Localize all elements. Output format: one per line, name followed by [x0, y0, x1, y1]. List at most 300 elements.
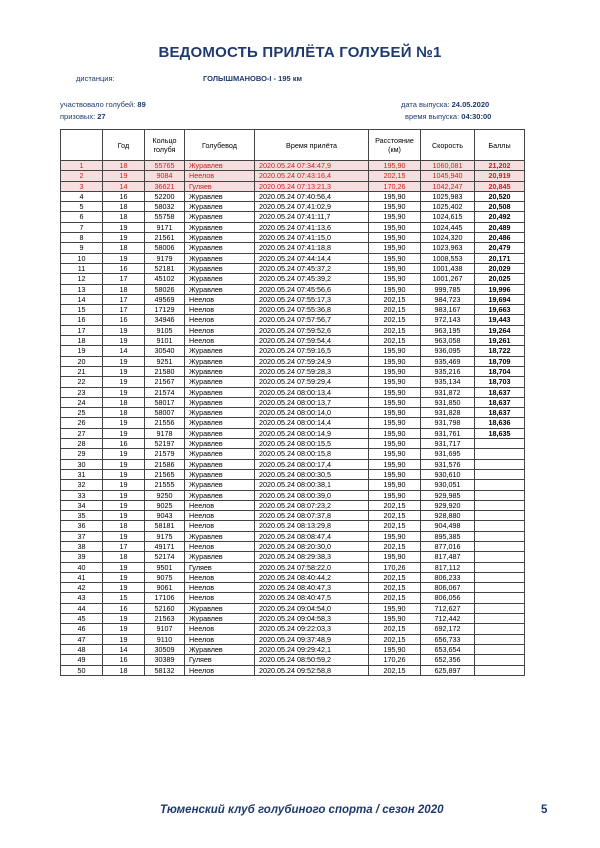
- cell-speed: 1025,983: [421, 191, 475, 201]
- table-row: [61, 624, 525, 634]
- cell-year: 17: [103, 274, 145, 284]
- cell-year: 17: [103, 541, 145, 551]
- cell-year: 17: [103, 305, 145, 315]
- table-row: [61, 614, 525, 624]
- cell-ring: 9110: [145, 634, 185, 644]
- table-row: [61, 665, 525, 675]
- cell-speed: 963,195: [421, 325, 475, 335]
- cell-year: 18: [103, 202, 145, 212]
- table-row: [61, 428, 525, 438]
- cell-ring: 17129: [145, 305, 185, 315]
- cell-arrival: 2020.05.24 07:41:13,6: [255, 222, 369, 232]
- cell-arrival: 2020.05.24 07:55:36,8: [255, 305, 369, 315]
- cell-place: 50: [61, 665, 103, 675]
- cell-arrival: 2020.05.24 07:44:14,4: [255, 253, 369, 263]
- participated-info: [60, 100, 146, 109]
- cell-speed: 625,897: [421, 665, 475, 675]
- table-row: [61, 593, 525, 603]
- col-speed: Скорость: [421, 130, 475, 161]
- cell-distance: 202,15: [369, 572, 421, 582]
- cell-arrival: 2020.05.24 08:00:14,4: [255, 418, 369, 428]
- cell-arrival: 2020.05.24 08:07:37,8: [255, 511, 369, 521]
- cell-points: 18,635: [475, 428, 525, 438]
- cell-breeder: Журавлев: [185, 377, 255, 387]
- cell-ring: 58017: [145, 397, 185, 407]
- table-row: [61, 274, 525, 284]
- table-row: [61, 459, 525, 469]
- cell-breeder: Журавлев: [185, 603, 255, 613]
- cell-speed: 1024,445: [421, 222, 475, 232]
- cell-arrival: 2020.05.24 07:58:22,0: [255, 562, 369, 572]
- cell-distance: 195,90: [369, 552, 421, 562]
- cell-distance: 195,90: [369, 253, 421, 263]
- cell-speed: 931,761: [421, 428, 475, 438]
- table-row: [61, 644, 525, 654]
- cell-distance: 202,15: [369, 500, 421, 510]
- col-ring: Кольцо голубя: [145, 130, 185, 161]
- cell-distance: 195,90: [369, 274, 421, 284]
- cell-place: 43: [61, 593, 103, 603]
- participated-value: 89: [137, 100, 146, 109]
- cell-distance: 202,15: [369, 325, 421, 335]
- cell-arrival: 2020.05.24 08:00:38,1: [255, 480, 369, 490]
- cell-place: 5: [61, 202, 103, 212]
- cell-breeder: Журавлев: [185, 263, 255, 273]
- cell-speed: 931,798: [421, 418, 475, 428]
- cell-ring: 21556: [145, 418, 185, 428]
- cell-year: 18: [103, 397, 145, 407]
- col-place: [61, 130, 103, 161]
- cell-arrival: 2020.05.24 07:59:24,9: [255, 356, 369, 366]
- cell-year: 19: [103, 562, 145, 572]
- cell-place: 19: [61, 346, 103, 356]
- cell-distance: 195,90: [369, 263, 421, 273]
- table-row: [61, 439, 525, 449]
- table-header-row: [61, 130, 525, 161]
- cell-points: [475, 480, 525, 490]
- table-row: [61, 202, 525, 212]
- cell-place: 11: [61, 263, 103, 273]
- cell-distance: 170,26: [369, 655, 421, 665]
- cell-speed: 904,498: [421, 521, 475, 531]
- cell-points: 19,663: [475, 305, 525, 315]
- prize-value: 27: [97, 112, 106, 121]
- cell-ring: 52200: [145, 191, 185, 201]
- cell-points: 20,520: [475, 191, 525, 201]
- cell-breeder: Неелов: [185, 624, 255, 634]
- cell-speed: 817,487: [421, 552, 475, 562]
- cell-speed: 936,095: [421, 346, 475, 356]
- cell-distance: 195,90: [369, 212, 421, 222]
- cell-speed: 712,627: [421, 603, 475, 613]
- cell-arrival: 2020.05.24 09:52:58,8: [255, 665, 369, 675]
- cell-distance: 195,90: [369, 387, 421, 397]
- cell-points: 18,709: [475, 356, 525, 366]
- cell-breeder: Неелов: [185, 315, 255, 325]
- cell-points: [475, 614, 525, 624]
- cell-year: 14: [103, 181, 145, 191]
- cell-breeder: Неелов: [185, 583, 255, 593]
- cell-year: 14: [103, 644, 145, 654]
- cell-points: [475, 531, 525, 541]
- cell-points: 19,443: [475, 315, 525, 325]
- cell-arrival: 2020.05.24 08:00:39,0: [255, 490, 369, 500]
- prize-label: призовых:: [60, 112, 96, 121]
- cell-speed: 1024,615: [421, 212, 475, 222]
- cell-ring: 9179: [145, 253, 185, 263]
- cell-arrival: 2020.05.24 09:29:42,1: [255, 644, 369, 654]
- cell-points: 20,845: [475, 181, 525, 191]
- cell-breeder: Журавлев: [185, 439, 255, 449]
- cell-breeder: Неелов: [185, 336, 255, 346]
- cell-arrival: 2020.05.24 07:57:56,7: [255, 315, 369, 325]
- cell-place: 20: [61, 356, 103, 366]
- cell-arrival: 2020.05.24 07:43:16,4: [255, 171, 369, 181]
- cell-ring: 45102: [145, 274, 185, 284]
- cell-ring: 9105: [145, 325, 185, 335]
- cell-breeder: Журавлев: [185, 480, 255, 490]
- cell-points: 18,637: [475, 408, 525, 418]
- cell-year: 19: [103, 171, 145, 181]
- results-table: [60, 129, 525, 676]
- cell-speed: 1060,081: [421, 161, 475, 171]
- cell-arrival: 2020.05.24 08:50:59,2: [255, 655, 369, 665]
- cell-breeder: Неелов: [185, 171, 255, 181]
- cell-arrival: 2020.05.24 07:41:11,7: [255, 212, 369, 222]
- cell-arrival: 2020.05.24 08:40:47,3: [255, 583, 369, 593]
- cell-place: 3: [61, 181, 103, 191]
- cell-year: 17: [103, 294, 145, 304]
- cell-place: 47: [61, 634, 103, 644]
- cell-year: 19: [103, 233, 145, 243]
- cell-points: [475, 459, 525, 469]
- cell-ring: 58132: [145, 665, 185, 675]
- cell-place: 46: [61, 624, 103, 634]
- cell-speed: 963,058: [421, 336, 475, 346]
- cell-distance: 195,90: [369, 490, 421, 500]
- cell-speed: 930,051: [421, 480, 475, 490]
- cell-arrival: 2020.05.24 08:00:17,4: [255, 459, 369, 469]
- cell-ring: 21574: [145, 387, 185, 397]
- cell-arrival: 2020.05.24 07:55:17,3: [255, 294, 369, 304]
- cell-place: 17: [61, 325, 103, 335]
- cell-ring: 21586: [145, 459, 185, 469]
- table-row: [61, 500, 525, 510]
- cell-points: [475, 655, 525, 665]
- cell-ring: 21561: [145, 233, 185, 243]
- cell-speed: 1045,940: [421, 171, 475, 181]
- cell-place: 21: [61, 366, 103, 376]
- cell-points: 19,264: [475, 325, 525, 335]
- cell-speed: 931,828: [421, 408, 475, 418]
- cell-distance: 202,15: [369, 583, 421, 593]
- cell-place: 42: [61, 583, 103, 593]
- cell-year: 19: [103, 469, 145, 479]
- cell-distance: 195,90: [369, 449, 421, 459]
- cell-place: 8: [61, 233, 103, 243]
- cell-breeder: Журавлев: [185, 191, 255, 201]
- cell-distance: 195,90: [369, 356, 421, 366]
- cell-ring: 58032: [145, 202, 185, 212]
- cell-year: 16: [103, 315, 145, 325]
- cell-distance: 195,90: [369, 243, 421, 253]
- cell-points: [475, 562, 525, 572]
- cell-breeder: Журавлев: [185, 284, 255, 294]
- cell-arrival: 2020.05.24 08:00:14,0: [255, 408, 369, 418]
- cell-ring: 30540: [145, 346, 185, 356]
- cell-place: 1: [61, 161, 103, 171]
- cell-year: 16: [103, 263, 145, 273]
- cell-place: 14: [61, 294, 103, 304]
- cell-place: 2: [61, 171, 103, 181]
- cell-points: [475, 634, 525, 644]
- cell-speed: 1023,963: [421, 243, 475, 253]
- cell-ring: 34946: [145, 315, 185, 325]
- footer-text: Тюменский клуб голубиного спорта / сезон 2020: [160, 804, 444, 816]
- table-row: [61, 480, 525, 490]
- cell-year: 19: [103, 356, 145, 366]
- table-row: [61, 387, 525, 397]
- table-row: [61, 243, 525, 253]
- cell-points: 21,202: [475, 161, 525, 171]
- cell-ring: 9175: [145, 531, 185, 541]
- cell-arrival: 2020.05.24 08:08:47,4: [255, 531, 369, 541]
- cell-ring: 9101: [145, 336, 185, 346]
- cell-year: 18: [103, 408, 145, 418]
- cell-year: 19: [103, 325, 145, 335]
- cell-year: 19: [103, 614, 145, 624]
- cell-arrival: 2020.05.24 07:59:52,6: [255, 325, 369, 335]
- cell-arrival: 2020.05.24 07:59:28,3: [255, 366, 369, 376]
- cell-breeder: Неелов: [185, 593, 255, 603]
- cell-breeder: Неелов: [185, 325, 255, 335]
- cell-place: 48: [61, 644, 103, 654]
- cell-ring: 9043: [145, 511, 185, 521]
- cell-arrival: 2020.05.24 08:07:23,2: [255, 500, 369, 510]
- cell-ring: 58007: [145, 408, 185, 418]
- table-row: [61, 212, 525, 222]
- table-row: [61, 377, 525, 387]
- cell-breeder: Журавлев: [185, 387, 255, 397]
- cell-distance: 195,90: [369, 222, 421, 232]
- cell-place: 24: [61, 397, 103, 407]
- cell-breeder: Журавлев: [185, 356, 255, 366]
- table-row: [61, 634, 525, 644]
- cell-year: 19: [103, 377, 145, 387]
- cell-place: 37: [61, 531, 103, 541]
- cell-speed: 653,654: [421, 644, 475, 654]
- cell-arrival: 2020.05.24 08:20:30,0: [255, 541, 369, 551]
- col-arrival: Время прилёта: [255, 130, 369, 161]
- cell-ring: 58026: [145, 284, 185, 294]
- cell-distance: 195,90: [369, 418, 421, 428]
- page-title: ВЕДОМОСТЬ ПРИЛЁТА ГОЛУБЕЙ №1: [158, 44, 442, 61]
- cell-year: 19: [103, 459, 145, 469]
- cell-distance: 202,15: [369, 315, 421, 325]
- table-row: [61, 552, 525, 562]
- cell-breeder: Неелов: [185, 305, 255, 315]
- table-row: [61, 366, 525, 376]
- cell-arrival: 2020.05.24 07:41:15,0: [255, 233, 369, 243]
- cell-arrival: 2020.05.24 09:37:48,9: [255, 634, 369, 644]
- cell-breeder: Журавлев: [185, 531, 255, 541]
- cell-arrival: 2020.05.24 08:00:13,7: [255, 397, 369, 407]
- table-row: [61, 469, 525, 479]
- cell-distance: 202,15: [369, 305, 421, 315]
- cell-year: 19: [103, 490, 145, 500]
- cell-breeder: Журавлев: [185, 418, 255, 428]
- cell-breeder: Гуляев: [185, 655, 255, 665]
- cell-year: 19: [103, 624, 145, 634]
- cell-breeder: Неелов: [185, 500, 255, 510]
- table-row: [61, 305, 525, 315]
- cell-ring: 52197: [145, 439, 185, 449]
- cell-speed: 877,016: [421, 541, 475, 551]
- cell-points: [475, 583, 525, 593]
- cell-speed: 935,216: [421, 366, 475, 376]
- cell-arrival: 2020.05.24 07:13:21,3: [255, 181, 369, 191]
- table-row: [61, 284, 525, 294]
- cell-breeder: Неелов: [185, 521, 255, 531]
- cell-points: 18,637: [475, 397, 525, 407]
- cell-points: [475, 624, 525, 634]
- table-row: [61, 408, 525, 418]
- cell-distance: 195,90: [369, 366, 421, 376]
- table-row: [61, 655, 525, 665]
- cell-points: [475, 521, 525, 531]
- cell-speed: 999,785: [421, 284, 475, 294]
- cell-ring: 52174: [145, 552, 185, 562]
- cell-points: 20,479: [475, 243, 525, 253]
- release-time-value: 04:30:00: [461, 112, 492, 121]
- cell-breeder: Неелов: [185, 572, 255, 582]
- cell-ring: 52160: [145, 603, 185, 613]
- cell-arrival: 2020.05.24 09:22:03,3: [255, 624, 369, 634]
- distance-label: дистанция:: [76, 74, 115, 83]
- cell-place: 40: [61, 562, 103, 572]
- cell-ring: 30509: [145, 644, 185, 654]
- cell-place: 26: [61, 418, 103, 428]
- cell-points: 18,637: [475, 387, 525, 397]
- cell-distance: 195,90: [369, 284, 421, 294]
- prize-info: [60, 112, 106, 121]
- cell-place: 4: [61, 191, 103, 201]
- table-row: [61, 531, 525, 541]
- cell-speed: 931,576: [421, 459, 475, 469]
- cell-place: 10: [61, 253, 103, 263]
- cell-speed: 931,695: [421, 449, 475, 459]
- cell-year: 19: [103, 572, 145, 582]
- cell-ring: 21565: [145, 469, 185, 479]
- cell-points: 20,171: [475, 253, 525, 263]
- cell-points: 20,492: [475, 212, 525, 222]
- cell-distance: 202,15: [369, 294, 421, 304]
- cell-ring: 9501: [145, 562, 185, 572]
- cell-place: 23: [61, 387, 103, 397]
- cell-speed: 817,112: [421, 562, 475, 572]
- cell-arrival: 2020.05.24 08:13:29,8: [255, 521, 369, 531]
- cell-place: 7: [61, 222, 103, 232]
- table-row: [61, 541, 525, 551]
- cell-place: 6: [61, 212, 103, 222]
- cell-year: 16: [103, 603, 145, 613]
- cell-year: 18: [103, 552, 145, 562]
- cell-ring: 52181: [145, 263, 185, 273]
- table-row: [61, 583, 525, 593]
- cell-place: 29: [61, 449, 103, 459]
- cell-breeder: Журавлев: [185, 490, 255, 500]
- cell-ring: 9250: [145, 490, 185, 500]
- cell-place: 33: [61, 490, 103, 500]
- cell-points: 19,996: [475, 284, 525, 294]
- cell-year: 19: [103, 449, 145, 459]
- cell-speed: 928,880: [421, 511, 475, 521]
- cell-distance: 202,15: [369, 521, 421, 531]
- cell-distance: 195,90: [369, 439, 421, 449]
- cell-speed: 929,920: [421, 500, 475, 510]
- cell-points: [475, 552, 525, 562]
- cell-distance: 170,26: [369, 181, 421, 191]
- cell-distance: 202,15: [369, 593, 421, 603]
- cell-place: 41: [61, 572, 103, 582]
- cell-arrival: 2020.05.24 08:40:44,2: [255, 572, 369, 582]
- cell-breeder: Гуляев: [185, 181, 255, 191]
- cell-points: 20,025: [475, 274, 525, 284]
- cell-distance: 195,90: [369, 346, 421, 356]
- table-row: [61, 562, 525, 572]
- col-points: Баллы: [475, 130, 525, 161]
- cell-year: 18: [103, 212, 145, 222]
- table-row: [61, 181, 525, 191]
- cell-speed: 930,610: [421, 469, 475, 479]
- cell-distance: 195,90: [369, 469, 421, 479]
- col-distance: Расстояние (км): [369, 130, 421, 161]
- cell-year: 15: [103, 593, 145, 603]
- cell-arrival: 2020.05.24 07:40:56,4: [255, 191, 369, 201]
- cell-points: [475, 572, 525, 582]
- cell-speed: 1008,553: [421, 253, 475, 263]
- cell-ring: 21563: [145, 614, 185, 624]
- cell-arrival: 2020.05.24 08:29:38,3: [255, 552, 369, 562]
- cell-ring: 21579: [145, 449, 185, 459]
- cell-points: [475, 603, 525, 613]
- cell-arrival: 2020.05.24 08:00:15,5: [255, 439, 369, 449]
- cell-breeder: Журавлев: [185, 614, 255, 624]
- cell-breeder: Журавлев: [185, 408, 255, 418]
- cell-place: 34: [61, 500, 103, 510]
- table-row: [61, 572, 525, 582]
- cell-year: 19: [103, 253, 145, 263]
- cell-place: 36: [61, 521, 103, 531]
- participated-label: участвовало голубей:: [60, 100, 136, 109]
- cell-speed: 712,442: [421, 614, 475, 624]
- cell-year: 18: [103, 284, 145, 294]
- cell-place: 35: [61, 511, 103, 521]
- cell-year: 16: [103, 439, 145, 449]
- cell-arrival: 2020.05.24 08:00:30,5: [255, 469, 369, 479]
- cell-year: 19: [103, 583, 145, 593]
- cell-speed: 1001,438: [421, 263, 475, 273]
- cell-distance: 202,15: [369, 624, 421, 634]
- cell-place: 38: [61, 541, 103, 551]
- cell-ring: 55765: [145, 161, 185, 171]
- cell-speed: 806,056: [421, 593, 475, 603]
- cell-arrival: 2020.05.24 07:59:54,4: [255, 336, 369, 346]
- cell-place: 9: [61, 243, 103, 253]
- table-row: [61, 603, 525, 613]
- cell-points: [475, 511, 525, 521]
- cell-year: 14: [103, 346, 145, 356]
